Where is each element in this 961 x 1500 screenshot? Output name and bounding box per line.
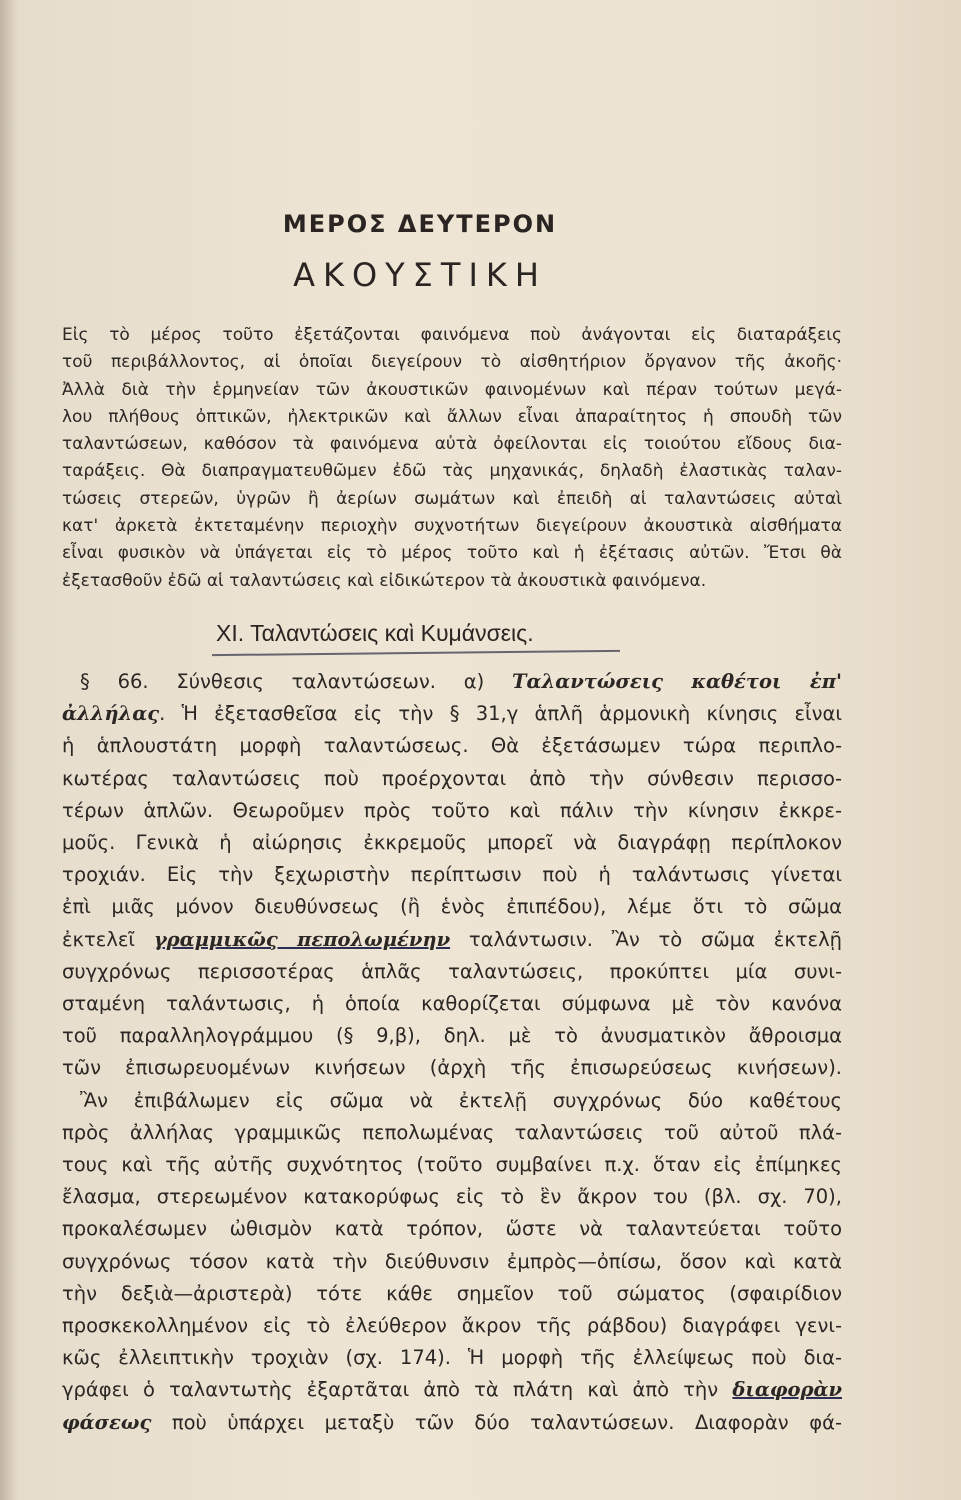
body-line <box>62 698 842 730</box>
part-heading: ΜΕΡΟΣ ΔΕΥΤΕΡΟΝ <box>282 210 558 238</box>
intro-line: τοῦ περιβάλλοντος, αἱ ὁποῖαι διεγείρουν τὸ αἰσθητήριον ὄργανον τῆς ἀκοῆς· <box>62 352 842 373</box>
body-text-segment: ἐκτελεῖ <box>62 927 154 951</box>
intro-line: τώσεις στερεῶν, ὑγρῶν ἢ ἀερίων σωμάτων καὶ ἐπειδὴ αἱ ταλαντώσεις αὐταὶ <box>62 488 842 509</box>
body-text-segment: τους καὶ τῆς αὐτῆς συχνότητος (τοῦτο συμβαίνει π.χ. ὅταν εἰς ἐπίμηκες <box>62 1153 842 1177</box>
body-text-segment: προσκεκολλημένον εἰς τὸ ἐλεύθερον ἄκρον τῆς ράβδου) διαγράφει γενι- <box>62 1314 842 1338</box>
body-text-segment: ἡ ἁπλουστάτη μορφὴ ταλαντώσεως. Θὰ ἐξετάσωμεν τώρα περιπλο- <box>62 734 842 758</box>
intro-line: λου πλήθους ὀπτικῶν, ἠλεκτρικῶν καὶ ἄλλων εἶναι ἀπαραίτητος ἡ σπουδὴ τῶν <box>62 406 842 427</box>
body-text-segment: κωτέρας ταλαντώσεις ποὺ προέρχονται ἀπὸ τὴν σύνθεσιν περισσο- <box>62 766 842 790</box>
emphasized-term: ἀλλήλας <box>62 702 160 726</box>
body-line <box>62 1085 842 1117</box>
body-text-segment: . Ἡ ἐξετασθεῖσα εἰς τὴν § 31,γ ἁπλῆ ἁρμονικὴ κίνησις εἶναι <box>159 702 842 726</box>
body-text-segment: ταλάντωσιν. Ἂν τὸ σῶμα ἐκτελῇ <box>450 927 842 951</box>
body-line <box>62 1020 842 1052</box>
subject-heading: ΑΚΟΥΣΤΙΚΗ <box>293 256 547 294</box>
body-text-segment: σταμένη ταλάντωσις, ἡ ὁποία καθορίζεται σύμφωνα μὲ τὸν κανόνα <box>62 992 842 1016</box>
body-text-segment: Ἂν ἐπιβάλωμεν εἰς σῶμα νὰ ἐκτελῇ συγχρόνως δύο καθέτους <box>80 1088 842 1112</box>
body-text-segment: τέρων ἁπλῶν. Θεωροῦμεν πρὸς τοῦτο καὶ πάλιν τὴν κίνησιν ἐκκρε- <box>62 798 842 822</box>
body-text-segment: γράφει ὁ ταλαντωτὴς ἐξαρτᾶται ἀπὸ τὰ πλάτη καὶ ἀπὸ τὴν <box>62 1378 733 1402</box>
body-line <box>62 1181 842 1213</box>
body-text-segment: τὴν δεξιὰ—ἀριστερὰ) τότε κάθε σημεῖον τοῦ σώματος (σφαιρίδιον <box>62 1281 842 1305</box>
body-line <box>62 1407 842 1439</box>
body-line <box>62 827 842 859</box>
body-line <box>62 859 842 891</box>
body-line <box>62 795 842 827</box>
body-line <box>62 1052 842 1084</box>
body-line <box>62 1342 842 1374</box>
emphasized-term: Ταλαντώσεις καθέτοι ἐπ' <box>512 670 842 693</box>
body-text-segment: κῶς ἐλλειπτικὴν τροχιὰν (σχ. 174). Ἡ μορφὴ τῆς ἐλλείψεως ποὺ δια- <box>62 1346 842 1370</box>
body-text-segment: συγχρόνως τόσον κατὰ τὴν διεύθυνσιν ἐμπρὸς—ὀπίσω, ὅσον καὶ κατὰ <box>62 1249 842 1273</box>
body-line <box>62 988 842 1020</box>
body-line <box>62 1374 842 1406</box>
intro-line: ταράξεις. Θὰ διαπραγματευθῶμεν ἐδῶ τὰς μηχανικάς, δηλαδὴ ἐλαστικὰς ταλαν- <box>62 461 842 482</box>
body-text-segment: πρὸς ἀλλήλας γραμμικῶς πεπολωμένας ταλαντώσεις τοῦ αὐτοῦ πλά- <box>62 1120 842 1144</box>
emphasized-term: φάσεως <box>62 1410 152 1434</box>
chapter-title-underline <box>212 650 620 656</box>
section-66-text <box>62 666 842 1439</box>
body-line <box>62 1213 842 1245</box>
body-line <box>62 1278 842 1310</box>
body-text-segment: συγχρόνως περισσοτέρας ἁπλᾶς ταλαντώσεις, προκύπτει μία συνι- <box>62 959 842 983</box>
body-text-segment: προκαλέσωμεν ὠθισμὸν κατὰ τρόπον, ὥστε νὰ ταλαντεύεται τοῦτο <box>62 1217 842 1241</box>
body-text-segment: ἐπὶ μιᾶς μόνον διευθύνσεως (ἢ ἑνὸς ἐπιπέδου), λέμε ὅτι τὸ σῶμα <box>62 895 842 919</box>
chapter-title: ΧΙ. Ταλαντώσεις καὶ Κυμάνσεις. <box>216 620 534 646</box>
body-text-segment: ποὺ ὑπάρχει μεταξὺ τῶν δύο ταλαντώσεων. Διαφορὰν φά- <box>151 1410 842 1434</box>
emphasized-term: γραμμικῶς πεπολωμένην <box>153 927 451 951</box>
body-text-segment: τροχιάν. Εἰς τὴν ξεχωριστὴν περίπτωσιν ποὺ ἡ ταλάντωσις γίνεται <box>62 863 842 887</box>
intro-line: ταλαντώσεων, καθόσον τὰ φαινόμενα αὐτὰ ὀφείλονται εἰς τοιούτου εἴδους δια- <box>62 434 842 455</box>
body-text-segment: μοῦς. Γενικὰ ἡ αἰώρησις ἐκκρεμοῦς μπορεῖ νὰ διαγράφῃ περίπλοκον <box>62 831 842 855</box>
body-line <box>62 1246 842 1278</box>
body-line <box>62 730 842 762</box>
body-line <box>62 763 842 795</box>
intro-line: ἐξετασθοῦν ἐδῶ αἱ ταλαντώσεις καὶ εἰδικώτερον τὰ ἀκουστικὰ φαινόμενα. <box>62 570 707 591</box>
body-line <box>62 924 842 956</box>
intro-line: Εἰς τὸ μέρος τοῦτο ἐξετάζονται φαινόμενα ποὺ ἀνάγονται εἰς διαταράξεις <box>62 325 842 345</box>
intro-paragraph <box>62 322 842 595</box>
body-line <box>62 891 842 923</box>
intro-line: εἶναι φυσικὸν νὰ ὑπάγεται εἰς τὸ μέρος τοῦτο καὶ ἡ ἐξέτασις αὐτῶν. Ἔτσι θὰ <box>62 543 842 564</box>
body-line <box>62 1310 842 1342</box>
body-text-segment: τῶν ἐπισωρευομένων κινήσεων (ἀρχὴ τῆς ἐπισωρεύσεως κινήσεων). <box>62 1056 842 1080</box>
body-line <box>62 1117 842 1149</box>
body-text-segment: § 66. Σύνθεσις ταλαντώσεων. α) <box>80 670 513 693</box>
emphasized-term: διαφορὰν <box>732 1378 842 1402</box>
body-line <box>62 1149 842 1181</box>
body-line <box>62 956 842 988</box>
body-line <box>62 666 842 698</box>
body-text-segment: τοῦ παραλληλογράμμου (§ 9,β), δηλ. μὲ τὸ ἀνυσματικὸν ἄθροισμα <box>62 1024 842 1048</box>
intro-line: κατ' ἀρκετὰ ἐκτεταμένην περιοχὴν συχνοτήτων διεγείρουν ἀκουστικὰ αἰσθήματα <box>62 516 842 537</box>
intro-line: Ἀλλὰ διὰ τὴν ἑρμηνείαν τῶν ἀκουστικῶν φαινομένων καὶ πέραν τούτων μεγά- <box>62 379 842 400</box>
body-text-segment: ἔλασμα, στερεωμένον κατακορύφως εἰς τὸ ἓν ἄκρον του (βλ. σχ. 70), <box>62 1185 842 1209</box>
